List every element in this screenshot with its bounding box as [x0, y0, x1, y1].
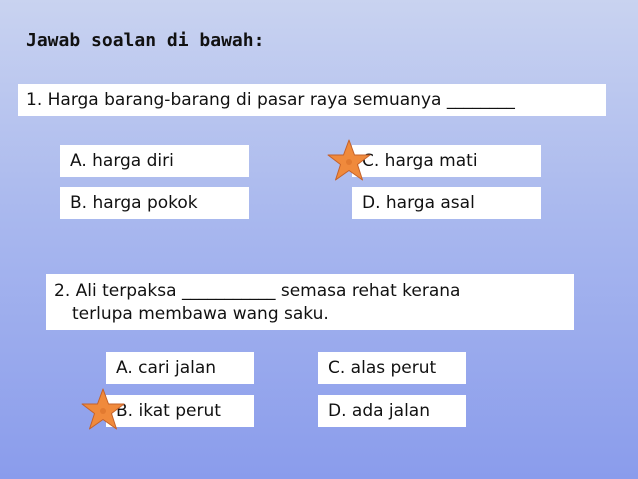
q2-option-a[interactable]: A. cari jalan	[106, 352, 254, 384]
question-2-line-1: 2. Ali terpaksa ___________ semasa rehat kerana	[54, 281, 461, 301]
page-title: Jawab soalan di bawah:	[26, 30, 265, 51]
starfish-icon	[78, 386, 128, 436]
q2-option-c[interactable]: C. alas perut	[318, 352, 466, 384]
q1-option-c[interactable]: C. harga mati	[352, 145, 541, 177]
starfish-icon	[324, 137, 374, 187]
question-1: 1. Harga barang-barang di pasar raya semuanya ________	[18, 84, 606, 116]
q1-option-b[interactable]: B. harga pokok	[60, 187, 249, 219]
q1-option-d[interactable]: D. harga asal	[352, 187, 541, 219]
q2-option-d[interactable]: D. ada jalan	[318, 395, 466, 427]
question-2	[46, 274, 574, 330]
q2-option-b[interactable]: B. ikat perut	[106, 395, 254, 427]
q1-option-a[interactable]: A. harga diri	[60, 145, 249, 177]
question-2-line-2: terlupa membawa wang saku.	[72, 304, 329, 324]
